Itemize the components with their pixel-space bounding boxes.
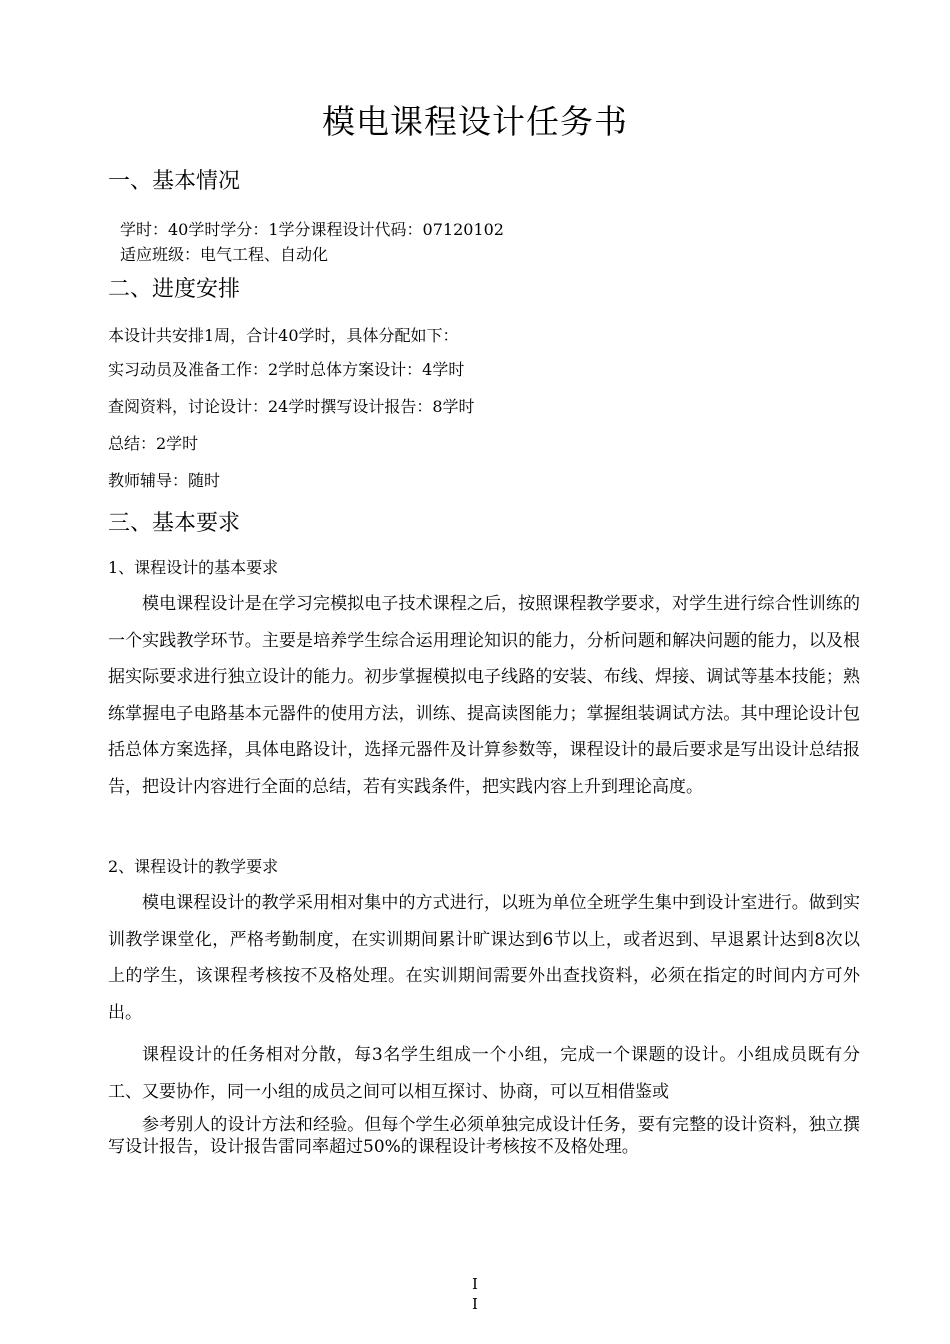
paragraph-task-distribution: 课程设计的任务相对分散，每3名学生组成一个小组，完成一个课题的设计。小组成员既有分工、又要协作，同一小组的成员之间可以相互探讨、协商，可以互相借鉴或: [108, 1045, 860, 1102]
subsection-heading-basic-requirements: 1、课程设计的基本要求: [108, 558, 279, 577]
schedule-line: 查阅资料，讨论设计：24学时撰写设计报告：8学时: [108, 397, 475, 416]
page-number-mark: I: [472, 1275, 478, 1293]
document-title: 模电课程设计任务书: [322, 102, 628, 141]
applicable-classes-line: 适应班级：电气工程、自动化: [120, 245, 329, 264]
paragraph-teaching-requirements: 模电课程设计的教学采用相对集中的方式进行，以班为单位全班学生集中到设计室进行。做到实训教学课堂化，严格考勤制度，在实训期间累计旷课达到6节以上，或者迟到、早退累计达到8次以上的学生，该课程考核按不及格处理。在实训期间需要外出查找资料，必须在指定的时间内方可外出。: [108, 893, 860, 1023]
subsection-heading-teaching-requirements: 2、课程设计的教学要求: [108, 857, 279, 876]
schedule-line: 教师辅导：随时: [108, 471, 221, 490]
schedule-line: 实习动员及准备工作：2学时总体方案设计：4学时: [108, 360, 465, 379]
page-number-mark: I: [472, 1295, 478, 1313]
section-heading-basic-info: 一、基本情况: [108, 169, 241, 194]
section-heading-basic-requirements: 三、基本要求: [108, 511, 241, 536]
schedule-line: 总结：2学时: [108, 434, 199, 453]
hours-credits-code-line: 学时：40学时学分：1学分课程设计代码：07120102: [120, 220, 504, 239]
schedule-line: 本设计共安排1周，合计40学时，具体分配如下：: [108, 326, 459, 345]
paragraph-basic-requirements: 模电课程设计是在学习完模拟电子技术课程之后，按照课程教学要求，对学生进行综合性训练的一个实践教学环节。主要是培养学生综合运用理论知识的能力，分析问题和解决问题的能力，以及根据实际要求进行独立设计的能力。初步掌握模拟电子线路的安装、布线、焊接、调试等基本技能；熟练掌握电子电路基本元器件的使用方法，训练、提高读图能力；掌握组装调试方法。其中理论设计包括总体方案选择，具体电路设计，选择元器件及计算参数等，课程设计的最后要求是写出设计总结报告，把设计内容进行全面的总结，若有实践条件，把实践内容上升到理论高度。: [108, 594, 860, 797]
paragraph-independent-work: 参考别人的设计方法和经验。但每个学生必须单独完成设计任务，要有完整的设计资料，独立撰写设计报告，设计报告雷同率超过50%的课程设计考核按不及格处理。: [108, 1115, 860, 1157]
section-heading-schedule: 二、进度安排: [108, 277, 241, 302]
